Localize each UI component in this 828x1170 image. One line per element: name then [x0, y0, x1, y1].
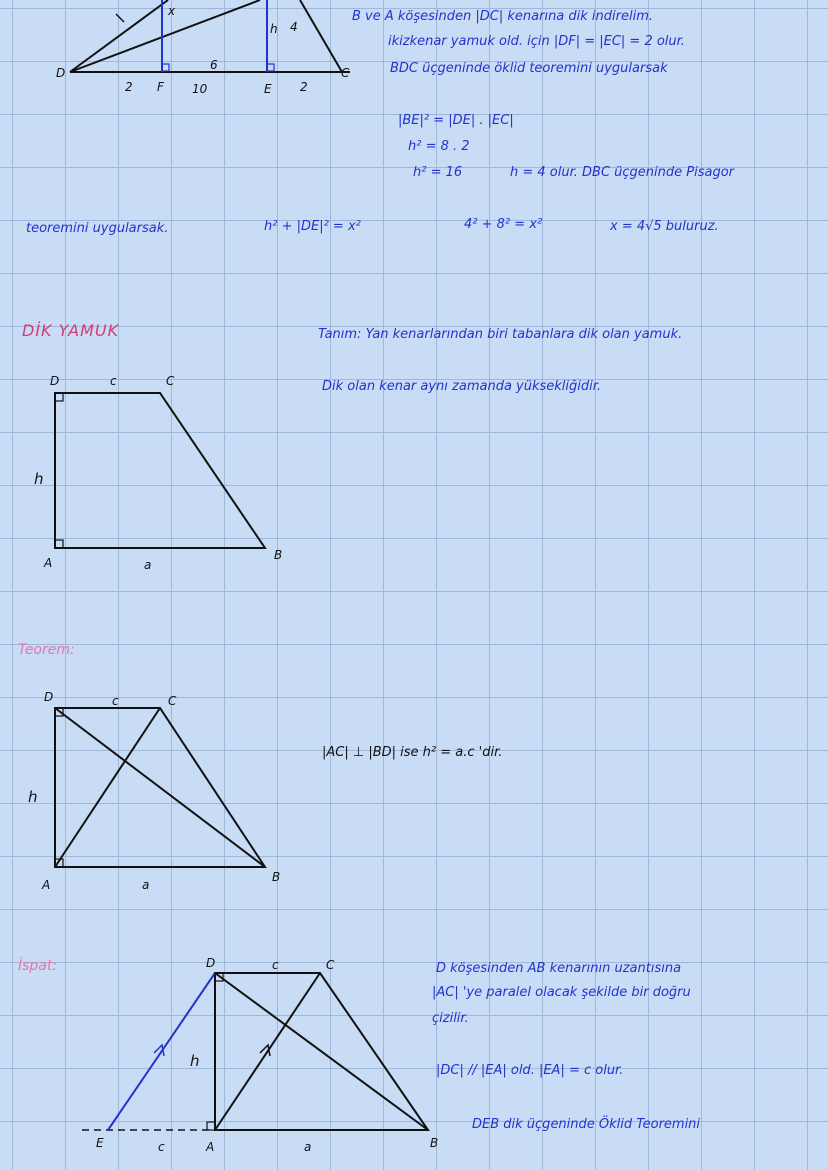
fig4-label-B: B	[430, 1136, 439, 1150]
fig3-label-C: C	[168, 694, 177, 708]
fig4-label-h: h	[190, 1052, 200, 1070]
fig4-label-E: E	[96, 1136, 104, 1150]
dik-yamuk-heading: DİK YAMUK	[22, 321, 120, 340]
fig2-label-A: A	[44, 556, 53, 570]
fig2-label-c: c	[110, 374, 117, 388]
top-label-two-right: 2	[300, 80, 308, 94]
theorem-figure	[50, 700, 290, 870]
fig2-label-a: a	[144, 558, 152, 572]
fig2-label-h: h	[34, 470, 44, 488]
proof1-eq2: h² = 8 . 2	[408, 139, 470, 154]
fig2-label-D: D	[50, 374, 60, 388]
proof1-eq5: h² + |DE|² = x²	[264, 219, 361, 234]
fig3-label-c: c	[112, 694, 119, 708]
proof1-eq3: h² = 16	[413, 165, 463, 180]
fig2-label-B: B	[274, 548, 283, 562]
top-label-4: 4	[290, 20, 298, 34]
fig4-label-A: A	[206, 1140, 215, 1154]
proof2-line2: |AC| 'ye paralel olacak şekilde bir doğru	[432, 985, 691, 1000]
top-label-C: C	[341, 66, 350, 80]
top-label-x: x	[168, 4, 176, 18]
top-label-F: F	[157, 80, 164, 94]
proof1-line1: B ve A köşesinden |DC| kenarına dik indirelim.	[352, 9, 654, 24]
proof1-result: x = 4√5 buluruz.	[610, 219, 719, 234]
theorem-statement: |AC| ⊥ |BD| ise h² = a.c 'dir.	[322, 745, 503, 760]
fig4-label-D: D	[206, 956, 216, 970]
proof-figure	[80, 965, 440, 1135]
fig4-label-a: a	[304, 1140, 312, 1154]
fig3-label-B: B	[272, 870, 281, 884]
fig3-label-D: D	[44, 690, 54, 704]
fig4-label-C: C	[326, 958, 335, 972]
proof1-eq6: 4² + 8² = x²	[464, 217, 543, 232]
proof2-line4: |DC| // |EA| old. |EA| = c olur.	[436, 1063, 624, 1078]
top-label-six: 6	[210, 58, 218, 72]
top-label-ten: 10	[192, 82, 208, 96]
proof2-heading: İspat:	[18, 958, 58, 974]
proof1-eq4: h = 4 olur. DBC üçgeninde Pisagor	[510, 165, 735, 180]
fig4-label-c: c	[272, 958, 279, 972]
proof1-eq1: |BE|² = |DE| . |EC|	[398, 113, 514, 128]
fig2-label-C: C	[166, 374, 175, 388]
top-label-two-left: 2	[125, 80, 133, 94]
proof2-line3: çizilir.	[432, 1011, 469, 1026]
top-label-D: D	[56, 66, 66, 80]
fig3-label-A: A	[42, 878, 51, 892]
dik-yamuk-definition: Tanım: Yan kenarlarından biri tabanlara dik olan yamuk.	[318, 327, 683, 342]
proof1-cont: teoremini uygularsak.	[26, 221, 169, 236]
proof2-line1: D köşesinden AB kenarının uzantısına	[436, 961, 682, 976]
top-label-h: h	[270, 22, 278, 36]
fig4-label-c-bottom: c	[158, 1140, 165, 1154]
theorem-heading: Teorem:	[18, 642, 75, 658]
proof2-line5: DEB dik üçgeninde Öklid Teoremini	[472, 1117, 701, 1132]
top-label-E: E	[264, 82, 272, 96]
fig3-label-a: a	[142, 878, 150, 892]
fig3-label-h: h	[28, 788, 38, 806]
right-trapezoid-figure	[50, 385, 290, 555]
proof1-line2: ikizkenar yamuk old. için |DF| = |EC| = 2 olur.	[388, 34, 685, 49]
dik-yamuk-note: Dik olan kenar aynı zamanda yüksekliğidir.	[322, 379, 602, 394]
proof1-line3: BDC üçgeninde öklid teoremini uygularsak	[390, 61, 668, 76]
